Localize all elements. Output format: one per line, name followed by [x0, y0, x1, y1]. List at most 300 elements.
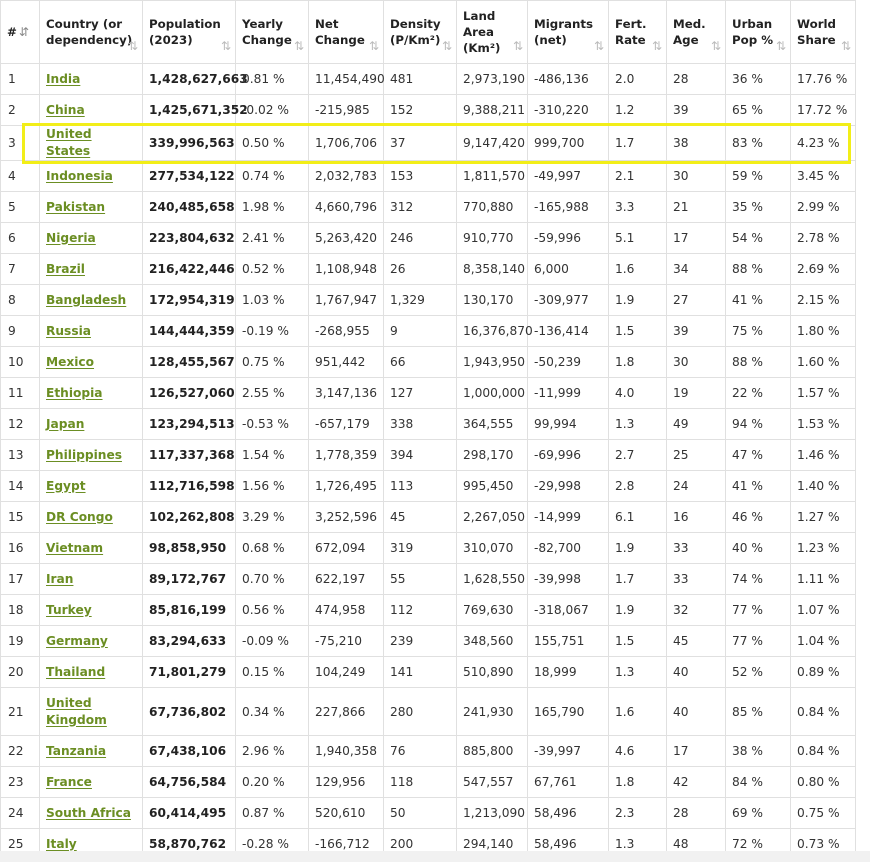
table-row — [1, 347, 856, 378]
country-link[interactable]: Vietnam — [46, 540, 104, 555]
cell-yearly-change: 1.56 % — [236, 471, 309, 502]
cell-world-share: 1.40 % — [791, 471, 856, 502]
country-link[interactable]: United States — [46, 127, 92, 158]
cell-net-change: 672,094 — [309, 533, 384, 564]
cell-world-share: 3.45 % — [791, 161, 856, 192]
cell-land-area: 9,388,211 — [457, 95, 528, 126]
cell-net-change: -166,712 — [309, 829, 384, 860]
cell-urban-pop: 88 % — [726, 254, 791, 285]
sort-icon[interactable]: ⇅ — [651, 39, 662, 53]
column-header-label: # — [7, 25, 17, 39]
cell-med-age: 33 — [667, 564, 726, 595]
cell-world-share: 0.73 % — [791, 829, 856, 860]
column-header-land-area[interactable] — [457, 1, 528, 64]
cell-country — [40, 378, 143, 409]
cell-yearly-change: 2.55 % — [236, 378, 309, 409]
cell-med-age: 24 — [667, 471, 726, 502]
cell-med-age: 40 — [667, 657, 726, 688]
cell-net-change: 474,958 — [309, 595, 384, 626]
cell-net-change: 5,263,420 — [309, 223, 384, 254]
table-row — [1, 595, 856, 626]
cell-population: 1,425,671,352 — [143, 95, 236, 126]
cell-med-age: 25 — [667, 440, 726, 471]
column-header-fert-rate[interactable] — [609, 1, 667, 64]
sort-icon[interactable]: ⇅ — [220, 39, 231, 53]
cell-world-share: 0.84 % — [791, 688, 856, 736]
cell-fert-rate: 2.1 — [609, 161, 667, 192]
cell-world-share: 1.27 % — [791, 502, 856, 533]
column-header-population[interactable] — [143, 1, 236, 64]
cell-net-change: 1,706,706 — [309, 126, 384, 161]
cell-world-share: 1.80 % — [791, 316, 856, 347]
table-row — [1, 502, 856, 533]
cell-net-change: 104,249 — [309, 657, 384, 688]
cell-density: 312 — [384, 192, 457, 223]
cell-migrants: -49,997 — [528, 161, 609, 192]
cell-migrants: -165,988 — [528, 192, 609, 223]
column-header-label: Land Area (Km²) — [463, 9, 501, 55]
country-link[interactable]: DR Congo — [46, 509, 113, 524]
cell-migrants: -39,997 — [528, 736, 609, 767]
cell-rank: 24 — [1, 798, 40, 829]
country-link[interactable]: South Africa — [46, 805, 131, 820]
cell-country — [40, 254, 143, 285]
cell-fert-rate: 1.7 — [609, 126, 667, 161]
cell-land-area: 241,930 — [457, 688, 528, 736]
cell-med-age: 17 — [667, 223, 726, 254]
cell-med-age: 34 — [667, 254, 726, 285]
cell-migrants: -82,700 — [528, 533, 609, 564]
cell-population: 67,736,802 — [143, 688, 236, 736]
cell-country — [40, 626, 143, 657]
cell-rank: 17 — [1, 564, 40, 595]
cell-world-share: 1.60 % — [791, 347, 856, 378]
column-header-label: Fert. Rate — [615, 17, 647, 47]
cell-urban-pop: 46 % — [726, 502, 791, 533]
cell-population: 216,422,446 — [143, 254, 236, 285]
sort-icon[interactable]: ⇅ — [710, 39, 721, 53]
table-row — [1, 316, 856, 347]
table-row — [1, 767, 856, 798]
cell-migrants: 6,000 — [528, 254, 609, 285]
cell-fert-rate: 1.5 — [609, 626, 667, 657]
country-link[interactable]: China — [46, 102, 85, 117]
cell-population: 71,801,279 — [143, 657, 236, 688]
cell-world-share: 1.46 % — [791, 440, 856, 471]
cell-med-age: 28 — [667, 64, 726, 95]
cell-country — [40, 223, 143, 254]
cell-density: 141 — [384, 657, 457, 688]
sort-icon[interactable]: ⇅ — [368, 39, 379, 53]
cell-country — [40, 767, 143, 798]
cell-country — [40, 285, 143, 316]
cell-yearly-change: 0.52 % — [236, 254, 309, 285]
cell-urban-pop: 35 % — [726, 192, 791, 223]
table-row — [1, 564, 856, 595]
cell-migrants: -11,999 — [528, 378, 609, 409]
cell-migrants: -50,239 — [528, 347, 609, 378]
cell-land-area: 298,170 — [457, 440, 528, 471]
cell-urban-pop: 72 % — [726, 829, 791, 860]
cell-rank: 5 — [1, 192, 40, 223]
cell-land-area: 510,890 — [457, 657, 528, 688]
table-row — [1, 64, 856, 95]
country-link[interactable]: Ethiopia — [46, 385, 103, 400]
cell-migrants: -59,996 — [528, 223, 609, 254]
cell-yearly-change: -0.02 % — [236, 95, 309, 126]
cell-net-change: 951,442 — [309, 347, 384, 378]
cell-fert-rate: 1.8 — [609, 347, 667, 378]
cell-world-share: 1.57 % — [791, 378, 856, 409]
country-link[interactable]: Italy — [46, 836, 77, 851]
cell-population: 128,455,567 — [143, 347, 236, 378]
cell-fert-rate: 1.8 — [609, 767, 667, 798]
cell-rank: 2 — [1, 95, 40, 126]
cell-yearly-change: 2.96 % — [236, 736, 309, 767]
cell-population: 240,485,658 — [143, 192, 236, 223]
cell-fert-rate: 2.8 — [609, 471, 667, 502]
cell-rank: 19 — [1, 626, 40, 657]
cell-land-area: 910,770 — [457, 223, 528, 254]
cell-land-area: 547,557 — [457, 767, 528, 798]
country-link[interactable]: Thailand — [46, 664, 106, 679]
cell-population: 58,870,762 — [143, 829, 236, 860]
cell-med-age: 21 — [667, 192, 726, 223]
cell-density: 394 — [384, 440, 457, 471]
cell-fert-rate: 2.0 — [609, 64, 667, 95]
column-header-label: Yearly Change — [242, 17, 292, 47]
cell-rank: 23 — [1, 767, 40, 798]
cell-land-area: 2,267,050 — [457, 502, 528, 533]
cell-migrants: -309,977 — [528, 285, 609, 316]
column-header-label: Country (or dependency) — [46, 17, 133, 47]
cell-yearly-change: 0.74 % — [236, 161, 309, 192]
country-link[interactable]: India — [46, 71, 81, 86]
cell-net-change: 129,956 — [309, 767, 384, 798]
cell-country — [40, 688, 143, 736]
cell-country — [40, 161, 143, 192]
country-link[interactable]: Germany — [46, 633, 108, 648]
column-header-label: Population (2023) — [149, 17, 221, 47]
table-row — [1, 126, 856, 161]
cell-fert-rate: 2.7 — [609, 440, 667, 471]
cell-rank: 6 — [1, 223, 40, 254]
cell-population: 83,294,633 — [143, 626, 236, 657]
country-link[interactable]: Japan — [46, 416, 85, 431]
cell-rank: 1 — [1, 64, 40, 95]
cell-population: 60,414,495 — [143, 798, 236, 829]
sort-icon[interactable]: ⇅ — [840, 39, 851, 53]
cell-urban-pop: 36 % — [726, 64, 791, 95]
cell-land-area: 310,070 — [457, 533, 528, 564]
sort-icon[interactable]: ⇅ — [293, 39, 304, 53]
country-link[interactable]: Indonesia — [46, 168, 113, 183]
column-header-country[interactable] — [40, 1, 143, 64]
cell-yearly-change: 2.41 % — [236, 223, 309, 254]
cell-world-share: 1.04 % — [791, 626, 856, 657]
cell-yearly-change: 0.70 % — [236, 564, 309, 595]
country-link[interactable]: France — [46, 774, 92, 789]
cell-fert-rate: 1.6 — [609, 254, 667, 285]
cell-urban-pop: 54 % — [726, 223, 791, 254]
cell-land-area: 995,450 — [457, 471, 528, 502]
cell-yearly-change: 3.29 % — [236, 502, 309, 533]
cell-med-age: 39 — [667, 95, 726, 126]
cell-land-area: 1,811,570 — [457, 161, 528, 192]
cell-migrants: -14,999 — [528, 502, 609, 533]
country-link[interactable]: Brazil — [46, 261, 85, 276]
cell-rank: 12 — [1, 409, 40, 440]
cell-country — [40, 533, 143, 564]
column-header-migrants[interactable] — [528, 1, 609, 64]
cell-world-share: 4.23 % — [791, 126, 856, 161]
cell-fert-rate: 1.7 — [609, 564, 667, 595]
cell-rank: 22 — [1, 736, 40, 767]
country-link[interactable]: United Kingdom — [46, 695, 107, 727]
column-header-density[interactable] — [384, 1, 457, 64]
country-link[interactable]: Pakistan — [46, 199, 106, 214]
cell-med-age: 39 — [667, 316, 726, 347]
cell-density: 66 — [384, 347, 457, 378]
cell-migrants: -39,998 — [528, 564, 609, 595]
cell-land-area: 9,147,420 — [457, 126, 528, 161]
cell-fert-rate: 6.1 — [609, 502, 667, 533]
cell-yearly-change: 1.54 % — [236, 440, 309, 471]
sort-icon[interactable]: ⇅ — [512, 39, 523, 53]
sort-icon[interactable]: ⇵ — [18, 25, 29, 39]
cell-population: 1,428,627,663 — [143, 64, 236, 95]
cell-density: 26 — [384, 254, 457, 285]
country-link[interactable]: Bangladesh — [46, 292, 127, 307]
cell-net-change: 1,767,947 — [309, 285, 384, 316]
cell-population: 112,716,598 — [143, 471, 236, 502]
cell-rank: 15 — [1, 502, 40, 533]
table-row — [1, 657, 856, 688]
cell-density: 127 — [384, 378, 457, 409]
cell-yearly-change: -0.53 % — [236, 409, 309, 440]
cell-density: 55 — [384, 564, 457, 595]
country-link[interactable]: Tanzania — [46, 743, 107, 758]
cell-urban-pop: 83 % — [726, 126, 791, 161]
cell-med-age: 30 — [667, 347, 726, 378]
cell-net-change: 1,940,358 — [309, 736, 384, 767]
cell-country — [40, 564, 143, 595]
table-row — [1, 440, 856, 471]
table-body — [1, 64, 856, 860]
cell-land-area: 364,555 — [457, 409, 528, 440]
horizontal-scrollbar[interactable] — [0, 851, 870, 862]
table-row — [1, 626, 856, 657]
cell-world-share: 1.07 % — [791, 595, 856, 626]
cell-urban-pop: 77 % — [726, 626, 791, 657]
country-link[interactable]: Egypt — [46, 478, 86, 493]
cell-rank: 7 — [1, 254, 40, 285]
cell-migrants: -486,136 — [528, 64, 609, 95]
column-header-urban-pop[interactable] — [726, 1, 791, 64]
cell-yearly-change: -0.28 % — [236, 829, 309, 860]
sort-icon[interactable]: ⇅ — [593, 39, 604, 53]
cell-med-age: 17 — [667, 736, 726, 767]
cell-population: 123,294,513 — [143, 409, 236, 440]
cell-population: 85,816,199 — [143, 595, 236, 626]
cell-migrants: -29,998 — [528, 471, 609, 502]
table-row — [1, 192, 856, 223]
country-link[interactable]: Russia — [46, 323, 91, 338]
cell-rank: 20 — [1, 657, 40, 688]
table-row — [1, 161, 856, 192]
cell-net-change: 622,197 — [309, 564, 384, 595]
cell-net-change: 1,108,948 — [309, 254, 384, 285]
column-header-net-change[interactable] — [309, 1, 384, 64]
cell-yearly-change: 0.68 % — [236, 533, 309, 564]
cell-country — [40, 192, 143, 223]
cell-rank: 9 — [1, 316, 40, 347]
cell-med-age: 40 — [667, 688, 726, 736]
column-header-med-age[interactable] — [667, 1, 726, 64]
cell-country — [40, 657, 143, 688]
column-header-yearly-change[interactable] — [236, 1, 309, 64]
cell-world-share: 0.89 % — [791, 657, 856, 688]
cell-migrants: 58,496 — [528, 798, 609, 829]
cell-net-change: -75,210 — [309, 626, 384, 657]
cell-urban-pop: 77 % — [726, 595, 791, 626]
cell-population: 64,756,584 — [143, 767, 236, 798]
table-header — [1, 1, 856, 64]
cell-rank: 3 — [1, 126, 40, 161]
cell-net-change: 1,726,495 — [309, 471, 384, 502]
cell-urban-pop: 40 % — [726, 533, 791, 564]
cell-yearly-change: 0.15 % — [236, 657, 309, 688]
cell-rank: 25 — [1, 829, 40, 860]
cell-country — [40, 440, 143, 471]
cell-fert-rate: 1.6 — [609, 688, 667, 736]
cell-rank: 21 — [1, 688, 40, 736]
sort-icon[interactable]: ⇅ — [441, 39, 452, 53]
cell-land-area: 16,376,870 — [457, 316, 528, 347]
country-link[interactable]: Philippines — [46, 447, 122, 462]
cell-yearly-change: 0.20 % — [236, 767, 309, 798]
cell-urban-pop: 75 % — [726, 316, 791, 347]
cell-density: 45 — [384, 502, 457, 533]
sort-icon[interactable]: ⇅ — [127, 39, 138, 53]
column-header-world-share[interactable] — [791, 1, 856, 64]
cell-net-change: 11,454,490 — [309, 64, 384, 95]
cell-migrants: 18,999 — [528, 657, 609, 688]
cell-migrants: 99,994 — [528, 409, 609, 440]
table-row — [1, 95, 856, 126]
cell-world-share: 2.15 % — [791, 285, 856, 316]
cell-migrants: 155,751 — [528, 626, 609, 657]
cell-urban-pop: 85 % — [726, 688, 791, 736]
cell-urban-pop: 41 % — [726, 285, 791, 316]
cell-yearly-change: 0.81 % — [236, 64, 309, 95]
cell-rank: 10 — [1, 347, 40, 378]
cell-fert-rate: 1.3 — [609, 829, 667, 860]
sort-icon[interactable]: ⇅ — [775, 39, 786, 53]
cell-yearly-change: 0.87 % — [236, 798, 309, 829]
cell-country — [40, 736, 143, 767]
cell-med-age: 27 — [667, 285, 726, 316]
country-link[interactable]: Nigeria — [46, 230, 96, 245]
cell-yearly-change: -0.19 % — [236, 316, 309, 347]
column-header-label: Med. Age — [673, 17, 706, 47]
cell-world-share: 1.11 % — [791, 564, 856, 595]
cell-rank: 13 — [1, 440, 40, 471]
cell-fert-rate: 4.0 — [609, 378, 667, 409]
cell-urban-pop: 59 % — [726, 161, 791, 192]
cell-world-share: 0.84 % — [791, 736, 856, 767]
cell-urban-pop: 94 % — [726, 409, 791, 440]
cell-land-area: 770,880 — [457, 192, 528, 223]
cell-land-area: 1,000,000 — [457, 378, 528, 409]
cell-med-age: 38 — [667, 126, 726, 161]
cell-med-age: 16 — [667, 502, 726, 533]
cell-net-change: 3,252,596 — [309, 502, 384, 533]
country-link[interactable]: Turkey — [46, 602, 92, 617]
cell-rank: 11 — [1, 378, 40, 409]
cell-fert-rate: 1.9 — [609, 533, 667, 564]
table-row — [1, 254, 856, 285]
cell-population: 277,534,122 — [143, 161, 236, 192]
cell-migrants: -69,996 — [528, 440, 609, 471]
column-header-label: Net Change — [315, 17, 365, 47]
country-link[interactable]: Mexico — [46, 354, 95, 369]
cell-density: 200 — [384, 829, 457, 860]
cell-world-share: 1.53 % — [791, 409, 856, 440]
cell-fert-rate: 5.1 — [609, 223, 667, 254]
cell-land-area: 2,973,190 — [457, 64, 528, 95]
column-header-rank[interactable] — [1, 1, 40, 64]
cell-world-share: 17.76 % — [791, 64, 856, 95]
cell-yearly-change: 0.56 % — [236, 595, 309, 626]
cell-med-age: 19 — [667, 378, 726, 409]
cell-population: 98,858,950 — [143, 533, 236, 564]
cell-fert-rate: 1.9 — [609, 595, 667, 626]
cell-land-area: 1,628,550 — [457, 564, 528, 595]
cell-urban-pop: 74 % — [726, 564, 791, 595]
cell-rank: 14 — [1, 471, 40, 502]
cell-land-area: 1,213,090 — [457, 798, 528, 829]
cell-migrants: -318,067 — [528, 595, 609, 626]
cell-population: 67,438,106 — [143, 736, 236, 767]
cell-country — [40, 126, 143, 161]
cell-med-age: 33 — [667, 533, 726, 564]
column-header-label: Urban Pop % — [732, 17, 774, 47]
cell-world-share: 2.78 % — [791, 223, 856, 254]
cell-density: 338 — [384, 409, 457, 440]
cell-land-area: 130,170 — [457, 285, 528, 316]
cell-population: 126,527,060 — [143, 378, 236, 409]
cell-world-share: 0.80 % — [791, 767, 856, 798]
cell-density: 280 — [384, 688, 457, 736]
cell-net-change: -215,985 — [309, 95, 384, 126]
table-row — [1, 798, 856, 829]
country-link[interactable]: Iran — [46, 571, 74, 586]
cell-urban-pop: 22 % — [726, 378, 791, 409]
column-header-label: Density (P/Km²) — [390, 17, 441, 47]
cell-migrants: -310,220 — [528, 95, 609, 126]
cell-yearly-change: 0.50 % — [236, 126, 309, 161]
cell-med-age: 45 — [667, 626, 726, 657]
cell-density: 1,329 — [384, 285, 457, 316]
cell-fert-rate: 1.3 — [609, 409, 667, 440]
cell-yearly-change: 0.34 % — [236, 688, 309, 736]
cell-yearly-change: -0.09 % — [236, 626, 309, 657]
cell-land-area: 294,140 — [457, 829, 528, 860]
cell-country — [40, 95, 143, 126]
cell-density: 481 — [384, 64, 457, 95]
cell-world-share: 17.72 % — [791, 95, 856, 126]
